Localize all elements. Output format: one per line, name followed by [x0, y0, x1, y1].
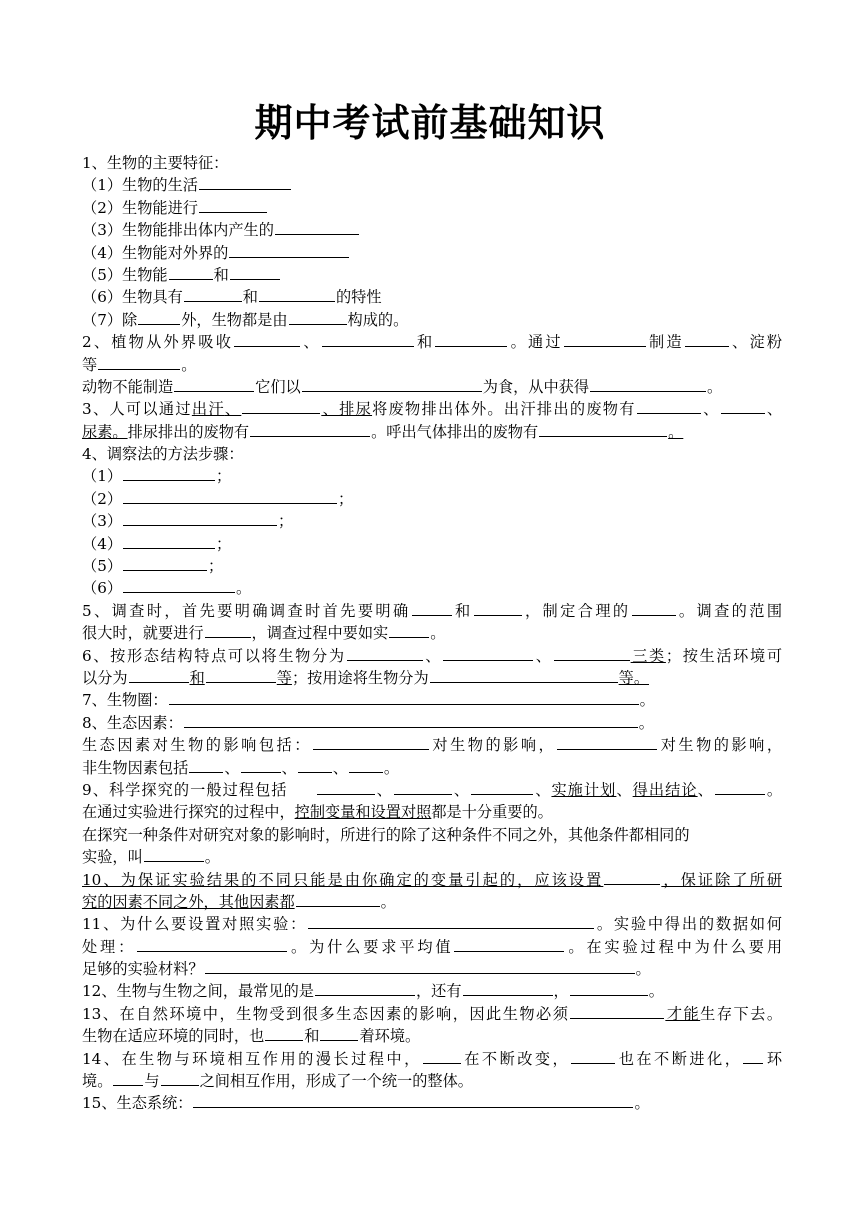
blank[interactable] [315, 980, 415, 996]
q6-line-2: 以分为 和 等；按用途将生物分为 等。 [82, 668, 649, 687]
blank[interactable] [174, 376, 254, 392]
blank[interactable] [430, 667, 618, 683]
blank[interactable] [308, 913, 594, 929]
blank[interactable] [259, 286, 335, 302]
q13-line-1: 13、在自然环境中，生物受到很多生态因素的影响，因此生物必须 才能生存下去。 [82, 1004, 782, 1023]
q5-line-2: 很大时，就要进行 ，调查过程中要如实 。 [82, 624, 446, 643]
blank[interactable] [463, 980, 553, 996]
blank[interactable] [322, 331, 414, 347]
blank[interactable] [557, 734, 657, 750]
q3-line-1: 3、人可以通过出汗、 、排尿将废物排出体外。出汗排出的废物有 、 、 [82, 400, 782, 419]
q11-line-1: 11、为什么要设置对照实验： 。实验中得出的数据如何 [82, 915, 782, 934]
q1-item-1: （1）生物的生活 [82, 174, 782, 196]
q9-line-3: 在探究一种条件对研究对象的影响时，所进行的除了这种条件不同之外，其他条件都相同的 [82, 825, 690, 844]
q2-line-3: 动物不能制造 它们以 为食，从中获得 。 [82, 377, 723, 396]
blank[interactable] [241, 757, 281, 773]
q14-line-2: 境。 与 之间相互作用，形成了一个统一的整体。 [82, 1072, 473, 1091]
q6-line-1: 6、按形态结构特点可以将生物分为 、 、 三类；按生活环境可 [82, 646, 782, 665]
blank[interactable] [169, 264, 213, 280]
q1-item-2: （2）生物能进行 [82, 197, 782, 219]
q4-step-4: （4） ； [82, 534, 232, 553]
blank[interactable] [685, 331, 729, 347]
blank[interactable] [317, 779, 375, 795]
blank[interactable] [435, 331, 507, 347]
q2-line-1: 2、植物从外界吸收 、 和 。通过 制造 、淀粉 [82, 333, 782, 352]
q8-line-3: 非生物因素包括 、 、 、 。 [82, 758, 400, 777]
blank[interactable] [389, 622, 429, 638]
page-title: 期中考试前基础知识 [254, 100, 606, 145]
blank[interactable] [123, 577, 235, 593]
blank[interactable] [564, 331, 646, 347]
blank[interactable] [743, 1048, 763, 1064]
blank[interactable] [144, 846, 204, 862]
blank[interactable] [205, 622, 251, 638]
blank[interactable] [206, 667, 276, 683]
q3-line-2: 尿素。排尿排出的废物有 。呼出气体排出的废物有 。 [82, 422, 684, 441]
q4-heading: 4、调察法的方法步骤： [82, 445, 244, 464]
blank[interactable] [113, 1070, 143, 1086]
blank[interactable] [123, 555, 207, 571]
q8-line-2: 生态因素对生物的影响包括： 对生物的影响， 对生物的影响， [82, 736, 782, 755]
blank[interactable] [189, 757, 223, 773]
blank[interactable] [632, 600, 676, 616]
blank[interactable] [474, 600, 522, 616]
q9-line-4: 实验，叫 。 [82, 848, 220, 867]
blank[interactable] [296, 891, 380, 907]
q9-line-1: 9、科学探究的一般过程包括 、 、 、实施计划、得出结论、 。 [82, 780, 782, 799]
q11-line-3: 足够的实验材料？ 。 [82, 960, 651, 979]
blank[interactable] [98, 354, 180, 370]
blank[interactable] [443, 645, 533, 661]
blank[interactable] [161, 1070, 199, 1086]
q11-line-2: 处理： 。为什么要求平均值 。在实验过程中为什么要用 [82, 937, 782, 956]
worksheet-content [82, 152, 782, 1115]
q1-item-5: （5）生物能 和 [82, 264, 782, 286]
blank[interactable] [454, 936, 564, 952]
blank[interactable] [275, 219, 359, 235]
q13-line-2: 生物在适应环境的同时，也 和 着环境。 [82, 1027, 421, 1046]
blank[interactable] [721, 398, 765, 414]
blank[interactable] [289, 309, 347, 325]
blank[interactable] [229, 242, 349, 258]
blank[interactable] [394, 779, 452, 795]
blank[interactable] [169, 689, 639, 705]
blank[interactable] [242, 398, 320, 414]
blank[interactable] [123, 510, 277, 526]
blank[interactable] [554, 645, 630, 661]
blank[interactable] [571, 1048, 615, 1064]
q4-step-2: （2） ； [82, 489, 354, 508]
q1-item-3: （3）生物能排出体内产生的 [82, 219, 782, 241]
q12-line: 12、生物与生物之间，最常见的是 ，还有 ， 。 [82, 982, 664, 1001]
q1-item-7: （7）除 外，生物都是由 构成的。 [82, 310, 409, 329]
blank[interactable] [123, 488, 337, 504]
q14-line-1: 14、在生物与环境相互作用的漫长过程中， 在不断改变， 也在不断进化， 环 [82, 1049, 782, 1068]
blank[interactable] [205, 958, 635, 974]
blank[interactable] [129, 667, 189, 683]
blank[interactable] [313, 734, 429, 750]
blank[interactable] [604, 869, 660, 885]
q4-step-3: （3） ； [82, 512, 294, 531]
q4-step-1: （1） ； [82, 467, 232, 486]
blank[interactable] [193, 1092, 633, 1108]
blank[interactable] [471, 779, 533, 795]
blank[interactable] [570, 1003, 664, 1019]
blank[interactable] [637, 398, 701, 414]
blank[interactable] [230, 264, 280, 280]
blank[interactable] [123, 533, 215, 549]
blank[interactable] [184, 712, 638, 728]
blank[interactable] [349, 757, 383, 773]
blank[interactable] [590, 376, 706, 392]
blank[interactable] [234, 331, 300, 347]
blank[interactable] [298, 757, 332, 773]
q5-line-1: 5、调查时，首先要明确调查时首先要明确 和 ，制定合理的 。调查的范围 [82, 601, 782, 620]
blank[interactable] [347, 645, 423, 661]
blank[interactable] [570, 980, 648, 996]
blank[interactable] [265, 1025, 303, 1041]
blank[interactable] [715, 779, 765, 795]
blank[interactable] [138, 309, 180, 325]
q7-line: 7、生物圈： 。 [82, 691, 655, 710]
blank[interactable] [184, 286, 242, 302]
q1-item-6: （6）生物具有 和 的特性 [82, 288, 382, 307]
q10-line-1: 10、为保证实验结果的不同只能是由你确定的变量引起的，应该设置 ，保证除了所研 [82, 870, 782, 889]
blank[interactable] [199, 197, 267, 213]
blank[interactable] [539, 421, 667, 437]
q10-line-2: 究的因素不同之外，其他因素都 。 [82, 892, 396, 911]
blank[interactable] [302, 376, 482, 392]
q8-line-1: 8、生态因素： 。 [82, 713, 654, 732]
q4-step-5: （5） ； [82, 557, 224, 576]
blank[interactable] [423, 1048, 461, 1064]
q4-step-6: （6） 。 [82, 579, 252, 598]
blank[interactable] [320, 1025, 358, 1041]
q15-line: 15、生态系统： 。 [82, 1094, 650, 1113]
blank[interactable] [250, 421, 370, 437]
blank[interactable] [412, 600, 452, 616]
blank[interactable] [123, 465, 215, 481]
q1-item-4: （4）生物能对外界的 [82, 242, 782, 264]
q9-line-2: 在通过实验进行探究的过程中，控制变量和设置对照都是十分重要的。 [82, 803, 553, 822]
q1-heading: 1、生物的主要特征： [82, 154, 229, 172]
blank[interactable] [137, 936, 287, 952]
q2-line-2: 等 。 [82, 355, 197, 374]
blank[interactable] [199, 174, 291, 190]
